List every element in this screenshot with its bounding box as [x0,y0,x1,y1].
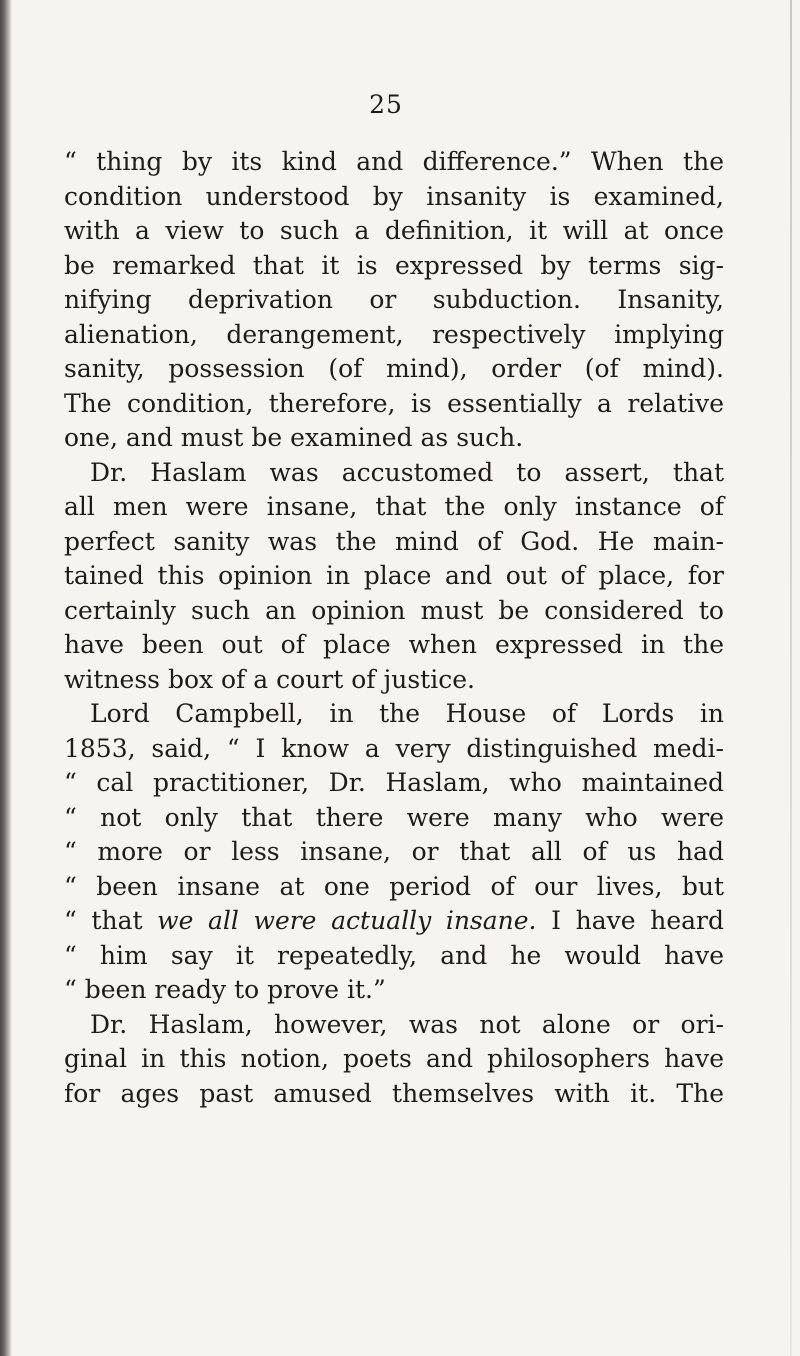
text-line: “ been insane at one period of our lives, but [64,871,724,901]
text-line: sanity, possession (of mind), order (of mind). [64,354,724,383]
body-text [64,145,724,1111]
text-run: I have heard [536,906,724,935]
page-edge [790,0,792,1356]
book-spine-shadow [0,0,12,1356]
text-line: one, and must be examined as such. [64,423,524,452]
text-line: certainly such an opinion must be considered to [64,595,724,625]
text-line: “ cal practitioner, Dr. Haslam, who maintained [64,768,724,797]
text-line: “ been ready to prove it.” [64,975,386,1004]
text-line: “ more or less insane, or that all of us had [64,837,724,866]
text-line: The condition, therefore, is essentially a relative [64,388,724,418]
text-line: nifying deprivation or subduction. Insanity, [64,285,724,314]
text-line: witness box of a court of justice. [64,664,475,694]
text-line: tained this opinion in place and out of place, for [64,561,724,590]
text-line-with-emphasis [64,904,724,939]
text-line: alienation, derangement, respectively implying [64,319,724,349]
text-line: have been out of place when expressed in the [64,630,724,659]
text-line: Dr. Haslam, however, was not alone or ori- [90,1009,724,1039]
text-line: all men were insane, that the only instance of [64,492,724,521]
emphasized-text: we all were actually insane. [157,906,537,935]
text-line: be remarked that it is expressed by terms sig- [64,250,724,280]
page-number: 25 [369,90,403,119]
paragraph-3 [64,697,724,1008]
text-line: with a view to such a definition, it will at once [64,216,724,245]
paragraph-1 [64,145,724,456]
paragraph-4 [64,1008,724,1112]
text-line: “ thing by its kind and difference.” When the [64,147,724,176]
text-line: condition understood by insanity is examined, [64,181,724,211]
text-line: Dr. Haslam was accustomed to assert, that [90,457,724,487]
text-line: 1853, said, “ I know a very distinguished medi- [64,733,724,763]
text-line: “ him say it repeatedly, and he would have [64,940,724,970]
text-line: for ages past amused themselves with it. The [64,1078,724,1108]
text-line: perfect sanity was the mind of God. He main- [64,526,724,556]
text-run: “ that [64,906,158,935]
paragraph-2 [64,456,724,698]
text-line: ginal in this notion, poets and philosophers have [64,1044,724,1073]
text-line: Lord Campbell, in the House of Lords in [90,699,724,728]
text-line: “ not only that there were many who were [64,802,724,832]
